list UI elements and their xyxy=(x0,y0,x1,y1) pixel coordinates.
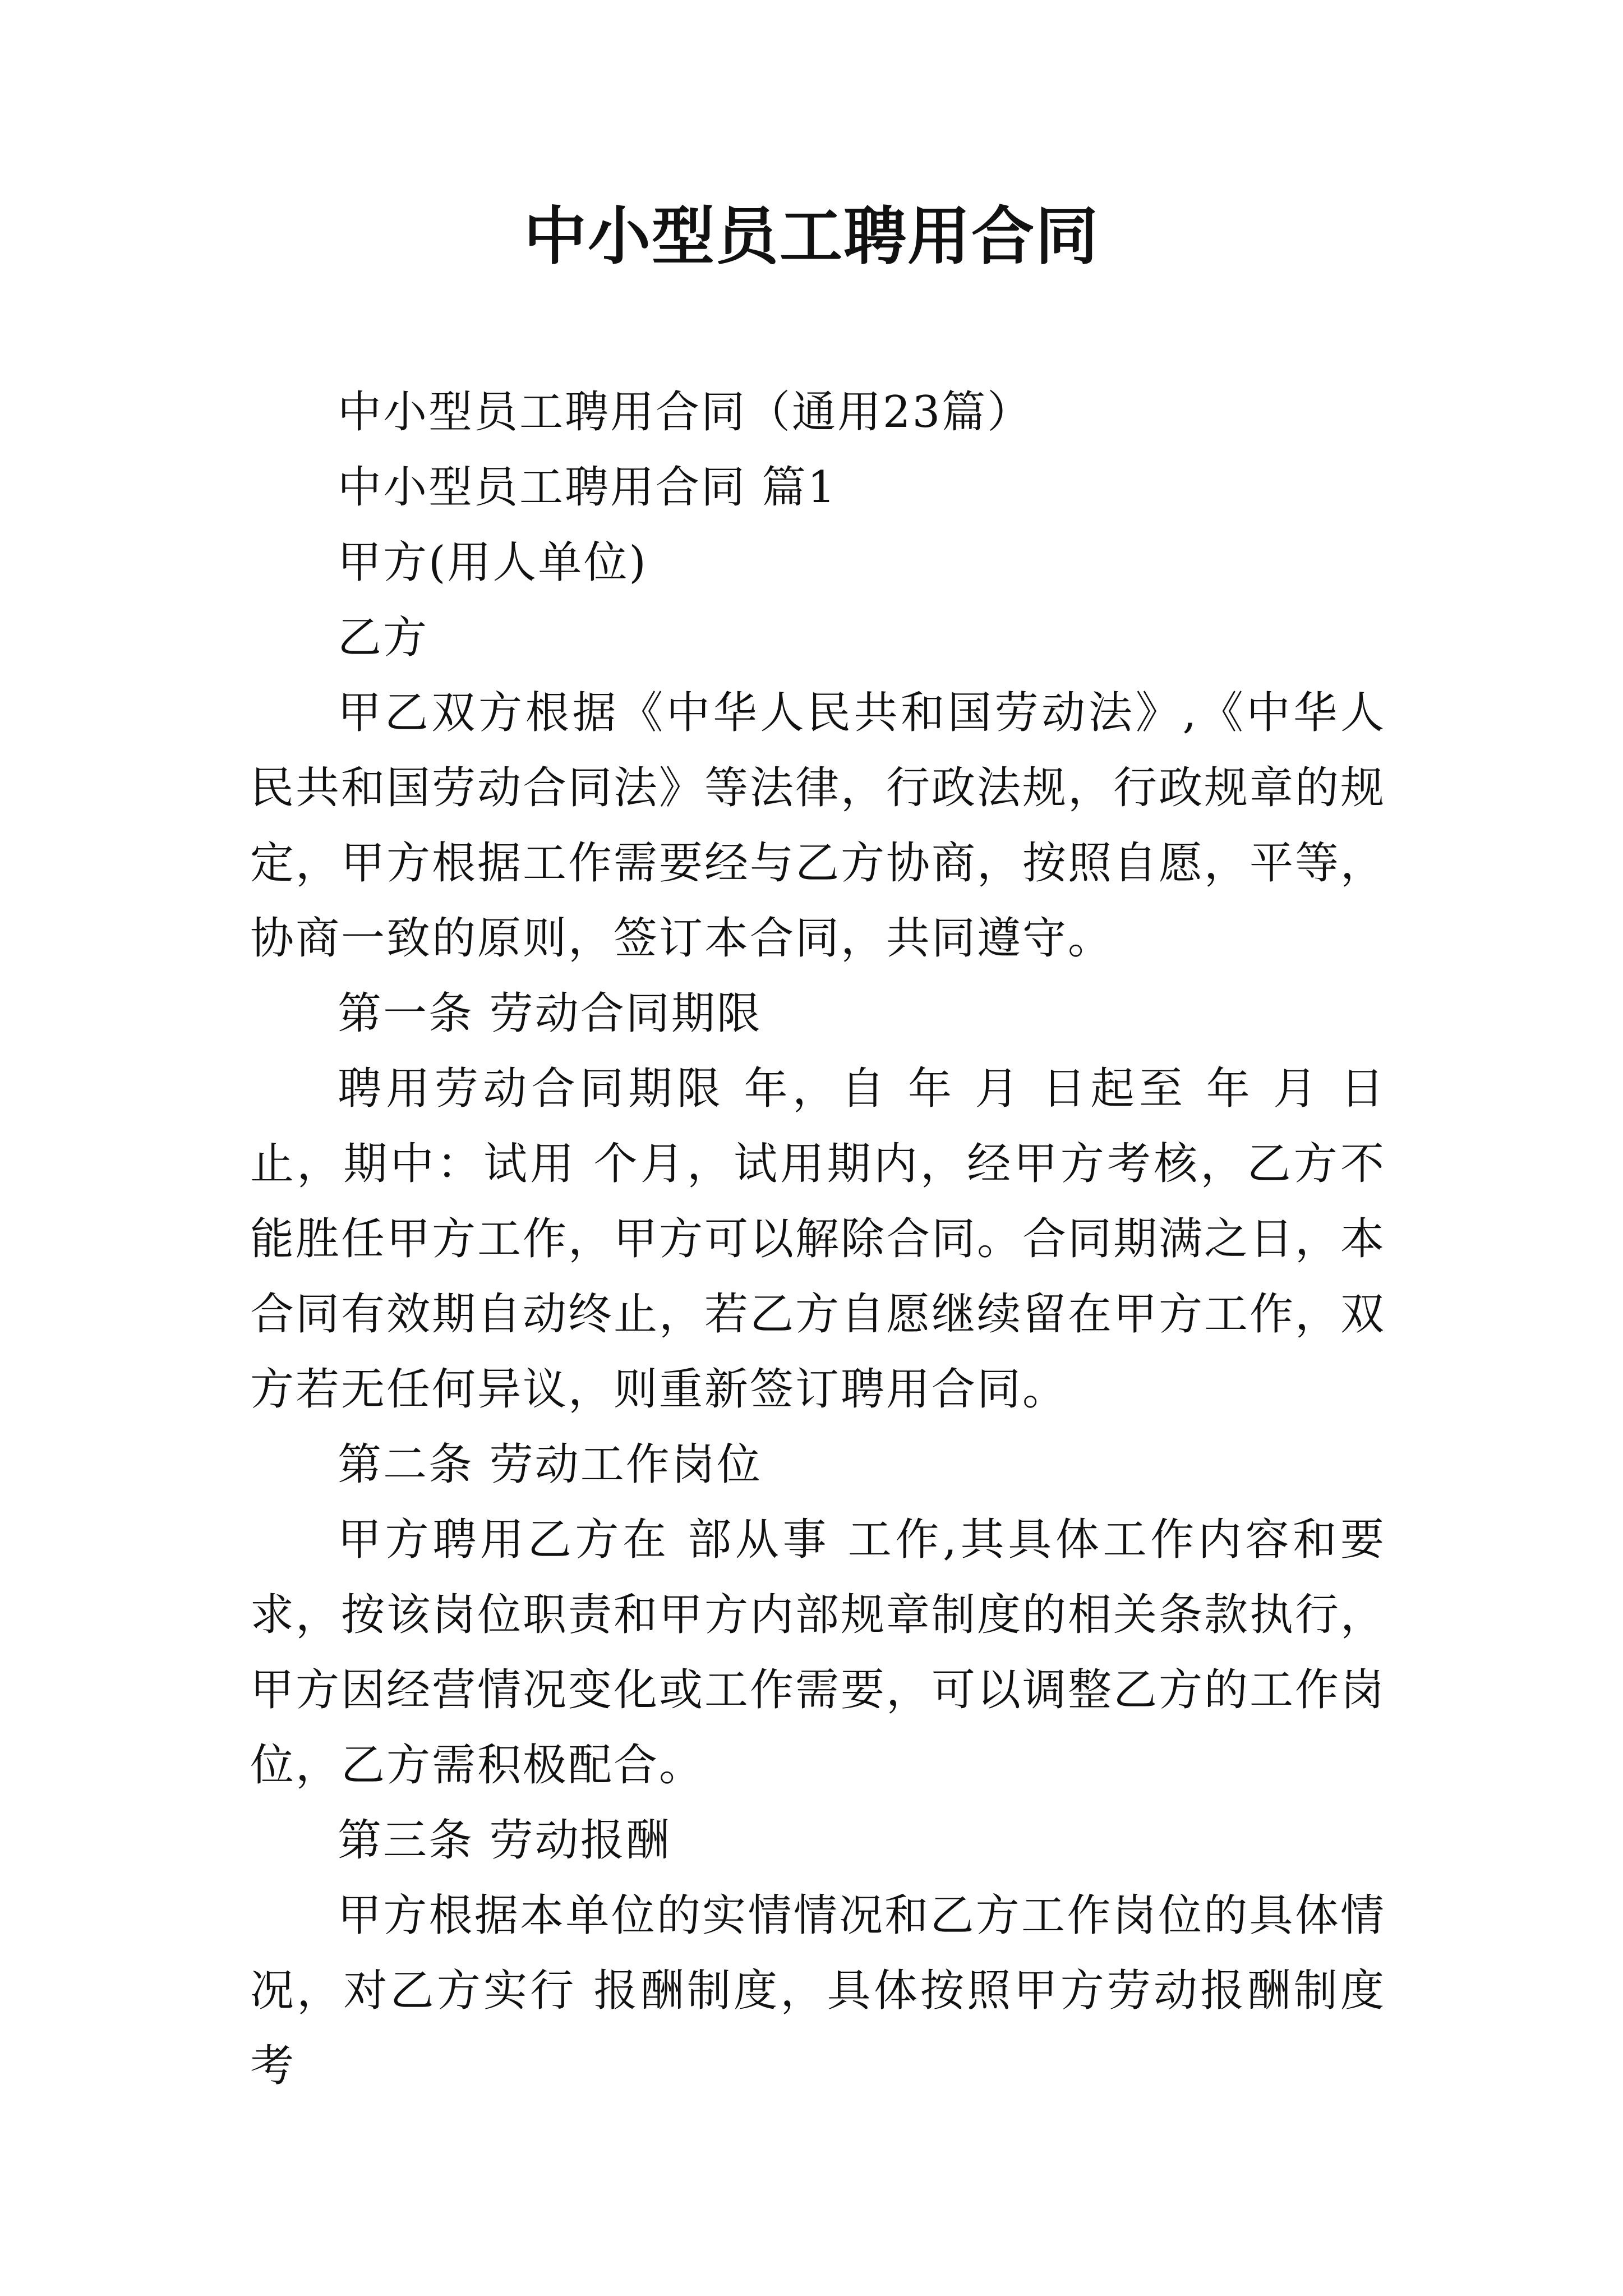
section-heading-part-1: 中小型员工聘用合同 篇1 xyxy=(338,462,837,513)
document-body xyxy=(250,375,1386,2104)
article-2-heading: 第二条 劳动工作岗位 xyxy=(338,1439,762,1490)
article-1-body: 聘用劳动合同期限 年，自 年 月 日起至 年 月 日止，期中：试用 个月，试用期内，经甲方考核，乙方不能胜任甲方工作，甲方可以解除合同。合同期满之日，本合同有效期自动终止，若乙方自愿继续留在甲方工作，双方若无任何异议，则重新签订聘用合同。 xyxy=(250,1064,1386,1415)
article-1-heading: 第一条 劳动合同期限 xyxy=(338,988,762,1039)
party-b-label: 乙方 xyxy=(338,613,429,663)
article-3-body: 甲方根据本单位的实情情况和乙方工作岗位的具体情况，对乙方实行 报酬制度，具体按照甲方劳动报酬制度考 xyxy=(250,1890,1386,2091)
article-3-heading: 第三条 劳动报酬 xyxy=(338,1815,671,1866)
document-title: 中小型员工聘用合同 xyxy=(524,200,1099,273)
preamble-paragraph: 甲乙双方根据《中华人民共和国劳动法》,《中华人民共和国劳动合同法》等法律，行政法规，行政规章的规定，甲方根据工作需要经与乙方协商，按照自愿，平等，协商一致的原则，签订本合同，共同遵守。 xyxy=(250,688,1386,964)
party-a-label: 甲方(用人单位) xyxy=(338,537,648,588)
document-subtitle: 中小型员工聘用合同（通用23篇） xyxy=(338,387,1033,438)
article-2-body: 甲方聘用乙方在 部从事 工作,其具体工作内容和要求，按该岗位职责和甲方内部规章制度的相关条款执行，甲方因经营情况变化或工作需要，可以调整乙方的工作岗位，乙方需积极配合。 xyxy=(250,1515,1386,1791)
